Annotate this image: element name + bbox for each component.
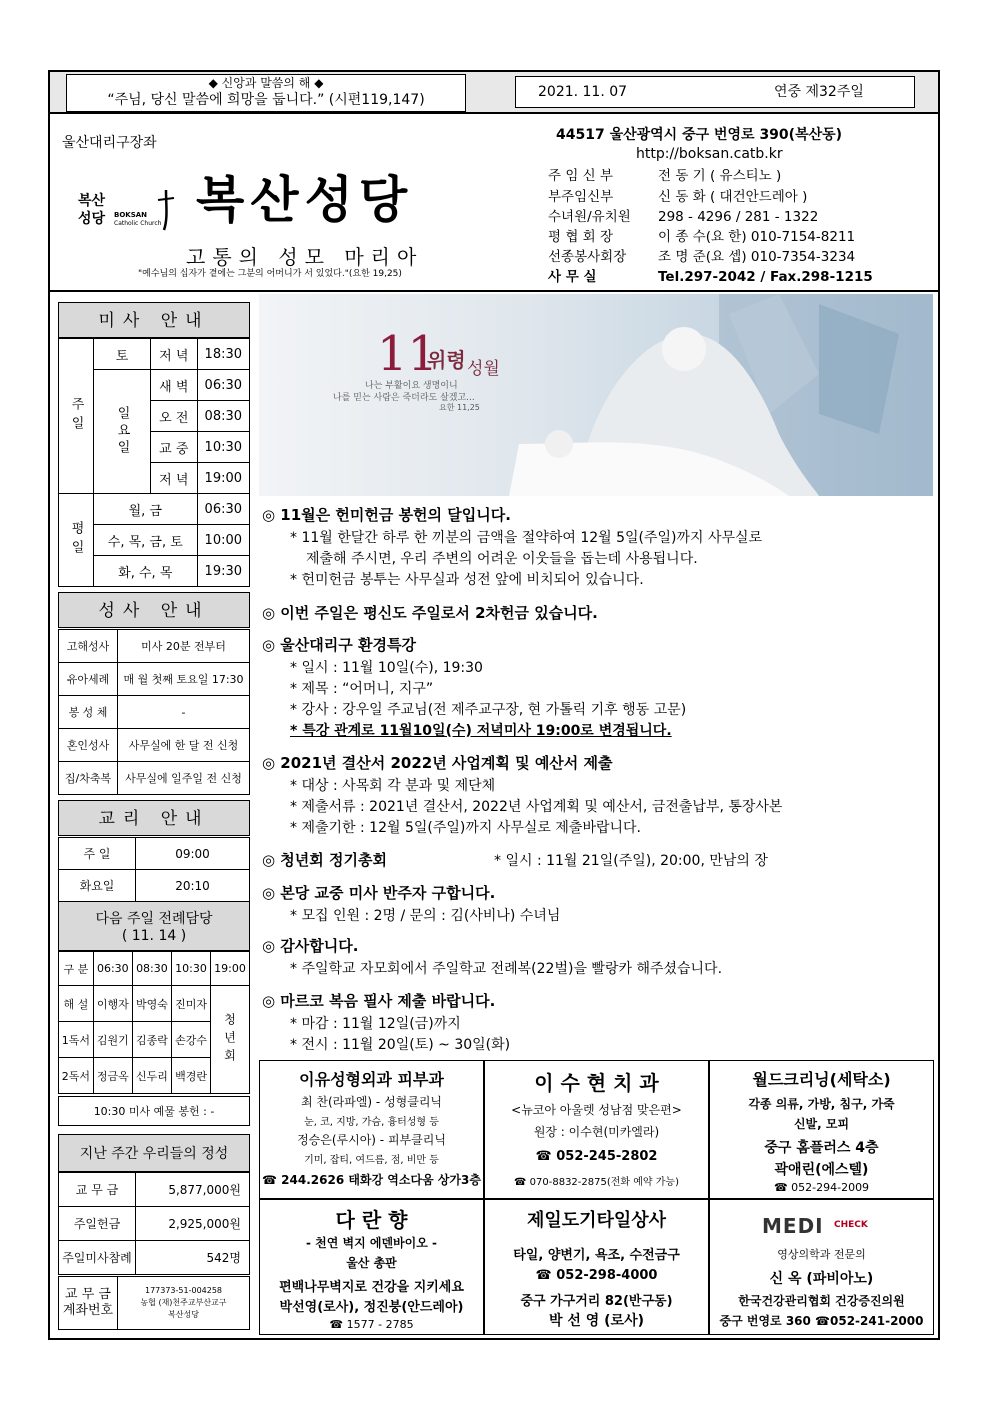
notice-title: ◎ 이번 주일은 평신도 주일로서 2차헌금 있습니다. xyxy=(262,604,598,622)
contact-value: 신 동 화 ( 대건안드레아 ) xyxy=(658,189,808,205)
sacrament-row xyxy=(59,762,250,795)
contact-value: 이 종 수(요 한) 010-7154-8211 xyxy=(658,229,856,245)
date-box xyxy=(515,76,915,108)
sacrament-name: 집/차축복 xyxy=(59,762,118,795)
liturgy-role: 2독서 xyxy=(59,1058,94,1094)
liturgy-person: 이행자 xyxy=(93,986,132,1022)
church-name: 복산성당 xyxy=(196,170,414,229)
notice-line: * 헌미헌금 봉투는 사무실과 성전 앞에 비치되어 있습니다. xyxy=(290,572,644,588)
sacrament-value: 사무실에 일주일 전 신청 xyxy=(118,762,250,795)
ad-line: 신 옥 (파비아노) xyxy=(769,1271,874,1287)
ad-line: 영상의학과 전문의 xyxy=(777,1248,866,1261)
sacrament-row xyxy=(59,663,250,696)
ad-line: 다 란 향 xyxy=(335,1208,408,1232)
sacrament-value: 매 월 첫째 토요일 17:30 xyxy=(118,663,250,696)
ad-line: 중구 가구거리 82(반구동) xyxy=(520,1294,673,1309)
banner-title-2: 성월 xyxy=(467,359,500,379)
weekday-time-0: 06:30 xyxy=(197,494,249,525)
liturgy-col-header: 08:30 xyxy=(132,952,171,986)
offering-name: 교 무 금 xyxy=(59,1173,136,1207)
doctrine-name: 화요일 xyxy=(59,870,136,902)
ad-line: 타일, 양변기, 욕조, 수전금구 xyxy=(513,1248,680,1263)
patron-quote: "예수님의 십자가 곁에는 그분의 어머니가 서 있었다."(요한 19,25) xyxy=(138,269,402,279)
sunday-name-0: 새 벽 xyxy=(150,370,197,401)
ad-line: ☎ 070-8832-2875(전화 예약 가능) xyxy=(514,1177,679,1188)
ad-line: <뉴코아 아울렛 성남점 맞은편> xyxy=(511,1103,682,1117)
offering-name: 주일미사참례 xyxy=(59,1241,136,1275)
ad-line: ☎ 052-245-2802 xyxy=(535,1149,658,1164)
ad-line: 울산 총판 xyxy=(346,1256,397,1270)
ad-line: ☎ 1577 - 2785 xyxy=(329,1318,414,1331)
ad-line: 정승은(루시아) - 피부클리닉 xyxy=(297,1133,446,1147)
contact-row xyxy=(548,185,898,205)
sacrament-value: - xyxy=(118,696,250,729)
ad-line: ☎ 244.2626 태화강 역소다움 상가3층 xyxy=(262,1173,481,1187)
saturday-day: 토 xyxy=(94,339,151,370)
liturgy-title: 다음 주일 전례담당 xyxy=(95,911,213,927)
liturgy-header xyxy=(58,901,250,951)
sunday-time-0: 06:30 xyxy=(197,370,249,401)
sacrament-value: 사무실에 한 달 전 신청 xyxy=(118,729,250,762)
motto-title: ◆ 신앙과 말씀의 해 ◆ xyxy=(208,76,324,90)
weekday-time-1: 10:00 xyxy=(197,525,249,556)
saturday-name: 저 녁 xyxy=(150,339,197,370)
ad-line: 눈, 코, 지방, 가슴, 흉터성형 등 xyxy=(304,1117,439,1128)
weekday-label: 평일 xyxy=(59,494,94,587)
notice-line: * 주일학교 자모회에서 주일학교 전례복(22벌)을 빨랑카 해주셨습니다. xyxy=(290,961,723,977)
notice-title: ◎ 2021년 결산서 2022년 사업계획 및 예산서 제출 xyxy=(262,754,613,772)
offertory-note: 10:30 미사 예물 봉헌 : - xyxy=(58,1096,250,1126)
liturgy-role: 해 설 xyxy=(59,986,94,1022)
liturgy-person: 손강수 xyxy=(171,1022,210,1058)
sacrament-table xyxy=(58,629,250,795)
ad-line: 중구 번영로 360 ☎052-241-2000 xyxy=(719,1314,924,1328)
contact-row xyxy=(548,205,898,225)
saturday-time: 18:30 xyxy=(197,339,249,370)
sacrament-name: 혼인성사 xyxy=(59,729,118,762)
offering-name: 주일헌금 xyxy=(59,1207,136,1241)
ad-box xyxy=(484,1199,709,1335)
notice-line: * 강사 : 강우일 주교님(전 제주교구장, 현 가톨릭 기후 행동 고문) xyxy=(290,702,687,718)
logo-text-1: 복산 xyxy=(78,193,106,209)
sacrament-name: 고해성사 xyxy=(59,630,118,663)
liturgy-person: 김원기 xyxy=(93,1022,132,1058)
offering-header: 지난 주간 우리들의 정성 xyxy=(58,1134,250,1172)
notice-title: ◎ 울산대리구 환경특강 xyxy=(262,636,416,654)
ad-box xyxy=(709,1060,934,1199)
contact-value: 조 명 준(요 셉) 010-7354-3234 xyxy=(658,249,856,265)
ad-box xyxy=(709,1199,934,1335)
ad-line: 기미, 잡티, 여드름, 점, 비만 등 xyxy=(304,1155,439,1166)
sacrament-name: 유아세례 xyxy=(59,663,118,696)
sacrament-row xyxy=(59,696,250,729)
contact-label: 부주임신부 xyxy=(548,189,614,205)
youth-group-cell xyxy=(211,986,250,1094)
notice-line: * 일시 : 11월 10일(수), 19:30 xyxy=(290,660,483,676)
contact-label: 선종봉사회장 xyxy=(548,249,627,265)
address: 44517 울산광역시 중구 번영로 390(복산동) xyxy=(556,127,843,143)
sunday-time-3: 19:00 xyxy=(197,463,249,494)
sunday-label: 주일 xyxy=(59,339,94,494)
ad-line: 박선영(로사), 정진붕(안드레아) xyxy=(279,1300,464,1315)
doctrine-time: 20:10 xyxy=(136,870,250,902)
ad-line: 한국건강관리협회 건강증진의원 xyxy=(738,1294,905,1308)
ad-line: 곽애린(에스텔) xyxy=(774,1162,869,1178)
banner-quote-1: 나는 부활이요 생명이니 xyxy=(365,381,458,391)
offering-value: 2,925,000원 xyxy=(136,1207,250,1241)
notice-line: * 제출기한 : 12월 5일(주일)까지 사무실로 제출바랍니다. xyxy=(290,820,641,836)
banner-quote-3: 요한 11,25 xyxy=(439,403,480,412)
website-url: http://boksan.catb.kr xyxy=(636,146,783,162)
doctrine-name: 주 일 xyxy=(59,838,136,870)
notice-emphasis: * 특강 관계로 11월10일(수) 저녁미사 19:00로 변경됩니다. xyxy=(290,723,672,739)
notice-line: 제출해 주시면, 우리 주변의 어려운 이웃들을 돕는데 사용됩니다. xyxy=(306,551,698,567)
mass-schedule-header: 미사 안내 xyxy=(58,302,250,338)
notice-inline: * 일시 : 11월 21일(주일), 20:00, 만남의 장 xyxy=(494,853,768,869)
notice-title: ◎ 본당 교중 미사 반주자 구합니다. xyxy=(262,884,496,902)
youth-group: 청년회 xyxy=(222,1012,237,1067)
ad-line: 원장 : 이수현(미카엘라) xyxy=(533,1125,660,1139)
doctrine-row xyxy=(59,838,250,870)
liturgy-person: 진미자 xyxy=(171,986,210,1022)
weekday-time-2: 19:30 xyxy=(197,556,249,587)
ad-line: ☎ 052-294-2009 xyxy=(773,1181,870,1194)
contact-label: 주 임 신 부 xyxy=(548,168,614,184)
ad-line: 편백나무벽지로 건강을 지키세요 xyxy=(279,1280,464,1295)
notice-title: ◎ 감사합니다. xyxy=(262,937,359,955)
notice-line: * 11월 한달간 하루 한 끼분의 금액을 절약하여 12월 5일(주일)까지 사무실로 xyxy=(290,530,763,546)
ad-line: 이 수 현 치 과 xyxy=(534,1071,659,1095)
notice-line: * 대상 : 사목회 각 분과 및 제단체 xyxy=(290,778,496,794)
notice-line: * 마감 : 11월 12일(금)까지 xyxy=(290,1016,461,1032)
contact-row xyxy=(548,245,898,265)
account-table xyxy=(58,1276,250,1330)
sunday-name-2: 교 중 xyxy=(150,432,197,463)
banner-title-1: 위령 xyxy=(427,348,466,372)
liturgy-person: 신두리 xyxy=(132,1058,171,1094)
sunday-name-1: 오 전 xyxy=(150,401,197,432)
liturgy-person: 정금옥 xyxy=(93,1058,132,1094)
offering-row xyxy=(59,1173,250,1207)
ad-line: 신발, 모피 xyxy=(793,1117,850,1131)
contact-label: 수녀원/유치원 xyxy=(548,209,631,225)
sunday-name-3: 저 녁 xyxy=(150,463,197,494)
liturgy-header-row xyxy=(59,952,250,986)
sacrament-row xyxy=(59,630,250,663)
ad-box xyxy=(484,1060,709,1199)
district-label: 울산대리구장좌 xyxy=(62,135,157,151)
contact-label: 사 무 실 xyxy=(548,269,597,285)
liturgy-role: 1독서 xyxy=(59,1022,94,1058)
weekday-day-2: 화, 수, 목 xyxy=(94,556,198,587)
notice-line: * 제목 : “어머니, 지구” xyxy=(290,681,434,697)
offering-row xyxy=(59,1207,250,1241)
liturgy-row xyxy=(59,986,250,1022)
account-number: 177373-51-004258 농협 (재)천주교부산교구 복산성당 xyxy=(118,1277,250,1330)
logo-en-1: BOKSAN xyxy=(114,211,148,219)
notice-line: * 모집 인원 : 2명 / 문의 : 김(사비나) 수녀님 xyxy=(290,908,561,924)
offering-row xyxy=(59,1241,250,1275)
liturgy-date: ( 11. 14 ) xyxy=(121,928,187,944)
contact-label: 평 협 회 장 xyxy=(548,229,614,245)
account-label: 교 무 금 계좌번호 xyxy=(59,1277,118,1330)
notice-title: ◎ 11월은 헌미헌금 봉헌의 달입니다. xyxy=(262,506,511,524)
cross-icon xyxy=(156,188,176,232)
notice-line: * 전시 : 11월 20일(토) ~ 30일(화) xyxy=(290,1037,511,1053)
liturgy-table xyxy=(58,951,250,1094)
contact-value: Tel.297-2042 / Fax.298-1215 xyxy=(658,269,873,285)
banner-quote-2: 나를 믿는 사람은 죽더라도 살겠고... xyxy=(333,393,475,403)
ad-line: 박 선 영 (로사) xyxy=(548,1313,645,1329)
doctrine-header: 교리 안내 xyxy=(58,800,250,836)
notice-title: ◎ 청년회 정기총회 xyxy=(262,851,387,869)
notice-title: ◎ 마르코 복음 필사 제출 바랍니다. xyxy=(262,992,496,1010)
contact-value: 전 동 기 ( 유스티노 ) xyxy=(658,168,782,184)
weekday-day-0: 월, 금 xyxy=(94,494,198,525)
patron-name: 고통의 성모 마리아 xyxy=(186,245,424,269)
ad-box xyxy=(259,1199,484,1335)
liturgy-col-header: 19:00 xyxy=(211,952,250,986)
ad-line: ☎ 052-298-4000 xyxy=(535,1268,658,1283)
logo-text-2: 성당 xyxy=(78,211,106,227)
sacrament-name: 봉 성 체 xyxy=(59,696,118,729)
sacrament-value: 미사 20분 전부터 xyxy=(118,630,250,663)
sunday-time-2: 10:30 xyxy=(197,432,249,463)
liturgy-col-header: 10:30 xyxy=(171,952,210,986)
offering-value: 542명 xyxy=(136,1241,250,1275)
sunday-sub-label: 일요일 xyxy=(94,370,151,494)
contact-row xyxy=(548,164,898,184)
sacrament-row xyxy=(59,729,250,762)
sacrament-header: 성사 안내 xyxy=(58,592,250,628)
doctrine-row xyxy=(59,870,250,902)
liturgy-col-header: 06:30 xyxy=(93,952,132,986)
ad-line: CHECK xyxy=(834,1220,868,1230)
liturgy-person: 백경란 xyxy=(171,1058,210,1094)
mass-schedule-table xyxy=(58,338,250,587)
ad-line: 제일도기타일상사 xyxy=(526,1210,667,1231)
liturgical-week: 연중 제32주일 xyxy=(774,84,864,100)
sunday-time-1: 08:30 xyxy=(197,401,249,432)
ad-box xyxy=(259,1060,484,1199)
offering-table xyxy=(58,1172,250,1275)
weekday-day-1: 수, 목, 금, 토 xyxy=(94,525,198,556)
november-banner xyxy=(259,294,933,496)
ad-line: - 천연 벽지 에덴바이오 - xyxy=(305,1236,437,1250)
banner-number: 11 xyxy=(377,326,439,382)
motto-box xyxy=(66,74,466,112)
liturgy-person: 박영숙 xyxy=(132,986,171,1022)
offering-value: 5,877,000원 xyxy=(136,1173,250,1207)
bulletin-date: 2021. 11. 07 xyxy=(538,84,628,100)
doctrine-time: 09:00 xyxy=(136,838,250,870)
ad-line: 각종 의류, 가방, 침구, 가죽 xyxy=(748,1097,895,1111)
liturgy-col-header: 구 분 xyxy=(59,952,94,986)
ad-line: MEDI xyxy=(762,1214,824,1238)
ad-line: 월드크리닝(세탁소) xyxy=(752,1070,891,1089)
contact-row xyxy=(548,225,898,245)
liturgy-person: 김종락 xyxy=(132,1022,171,1058)
contact-row xyxy=(548,265,898,285)
ad-line: 중구 홈플러스 4층 xyxy=(764,1140,879,1156)
ad-line: 이유성형외과 피부과 xyxy=(299,1070,444,1089)
church-logo xyxy=(78,186,178,234)
ad-line: 최 찬(라파엘) - 성형클리닉 xyxy=(300,1095,443,1109)
contact-value: 298 - 4296 / 281 - 1322 xyxy=(658,209,819,225)
doctrine-table xyxy=(58,837,250,902)
motto-text: “주님, 당신 말씀에 희망을 둡니다.” (시편119,147) xyxy=(107,92,425,108)
notice-line: * 제출서류 : 2021년 결산서, 2022년 사업계획 및 예산서, 금전출납부, 통장사본 xyxy=(290,799,783,815)
logo-en-2: Catholic Church xyxy=(114,220,162,227)
